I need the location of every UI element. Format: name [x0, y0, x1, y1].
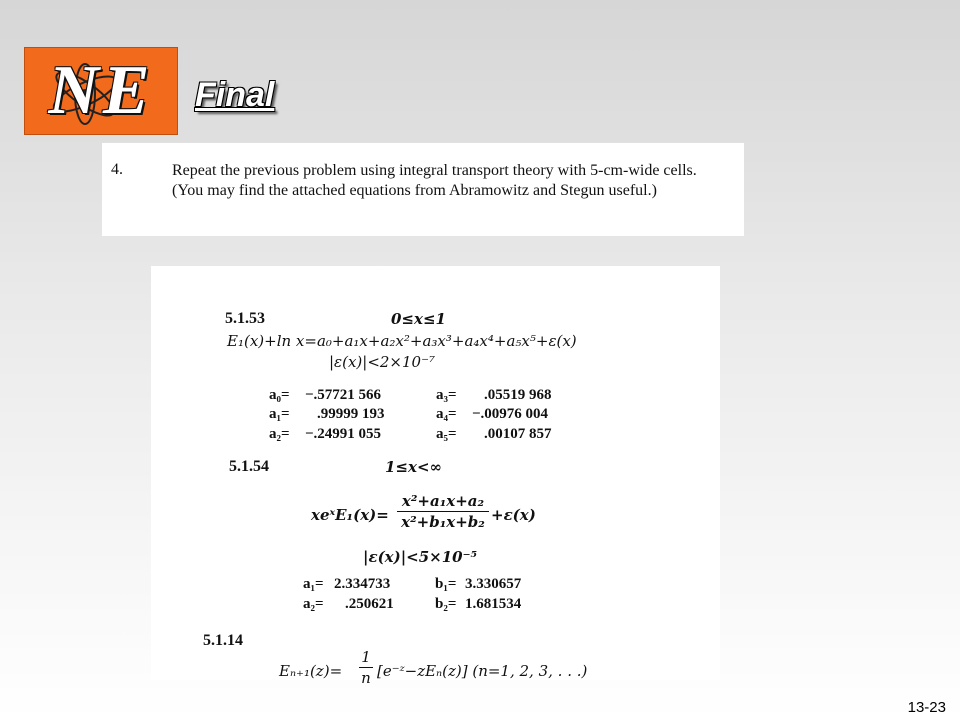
coef-value: 1.681534 [465, 596, 522, 612]
formula-error-5-1-53: |ε(x)|<2×10⁻⁷ [329, 353, 436, 371]
fraction-numerator: x²+a₁x+a₂ [401, 492, 485, 510]
coef-value: .05519 968 [484, 387, 552, 403]
logo-letters: NE [48, 52, 154, 129]
coef-name: a₂= [269, 426, 290, 442]
ne-logo [24, 47, 178, 135]
fraction-bar [359, 667, 373, 668]
formula-range-5-1-54: 1≤x<∞ [385, 458, 443, 476]
coef-name: a₁= [269, 406, 290, 422]
coef-value: −.24991 055 [305, 426, 382, 442]
coef-value: .250621 [345, 596, 394, 612]
problem-number: 4. [111, 161, 123, 178]
coef-value: −.00976 004 [472, 406, 549, 422]
formula-error-5-1-54: |ε(x)|<5×10⁻⁵ [363, 548, 478, 566]
coef-value: −.57721 566 [305, 387, 382, 403]
formula-label-5-1-54: 5.1.54 [229, 458, 269, 475]
fraction-5-1-14 [359, 648, 373, 687]
coef-value: 2.334733 [334, 576, 391, 592]
coef-name: a₃= [436, 387, 457, 403]
coef-name: a₁= [303, 576, 324, 592]
coef-name: a₂= [303, 596, 324, 612]
formula-rhs-5-1-14: [e⁻ᶻ−zEₙ(z)] (n=1, 2, 3, . . .) [377, 662, 588, 680]
formula-rhs-5-1-54: +ε(x) [491, 506, 536, 524]
formula-label-5-1-14: 5.1.14 [203, 632, 243, 649]
coef-name: a₀= [269, 387, 290, 403]
coef-name: a₄= [436, 406, 457, 422]
fraction-bar [397, 511, 489, 512]
problem-text: Repeat the previous problem using integral transport theory with 5-cm-wide cells. (You may find the attached equations from Abramowitz and Stegun useful.) [172, 162, 697, 199]
coef-name: a₅= [436, 426, 457, 442]
fraction-denominator: n [361, 669, 371, 687]
formula-panel [151, 266, 720, 687]
problem-statement [102, 143, 744, 236]
coef-value: 3.330657 [465, 576, 522, 592]
coef-value: .00107 857 [484, 426, 552, 442]
fraction-numerator: 1 [361, 648, 371, 666]
formula-equation-5-1-53: E₁(x)+ln x=a₀+a₁x+a₂x²+a₃x³+a₄x⁴+a₅x⁵+ε(x) [227, 332, 577, 350]
formula-range-5-1-53: 0≤x≤1 [391, 310, 446, 328]
fraction-5-1-54 [397, 492, 489, 531]
fraction-denominator: x²+b₁x+b₂ [401, 513, 485, 531]
page-number: 13-23 [907, 699, 946, 716]
coef-value: .99999 193 [317, 406, 385, 422]
coef-name: b₂= [435, 596, 457, 612]
slide-title: Final [195, 76, 275, 114]
formula-label-5-1-53: 5.1.53 [225, 310, 265, 327]
formula-lhs-5-1-54: xeˣE₁(x)= [311, 506, 389, 524]
coef-name: b₁= [435, 576, 457, 592]
formula-lhs-5-1-14: Eₙ₊₁(z)= [279, 662, 343, 680]
